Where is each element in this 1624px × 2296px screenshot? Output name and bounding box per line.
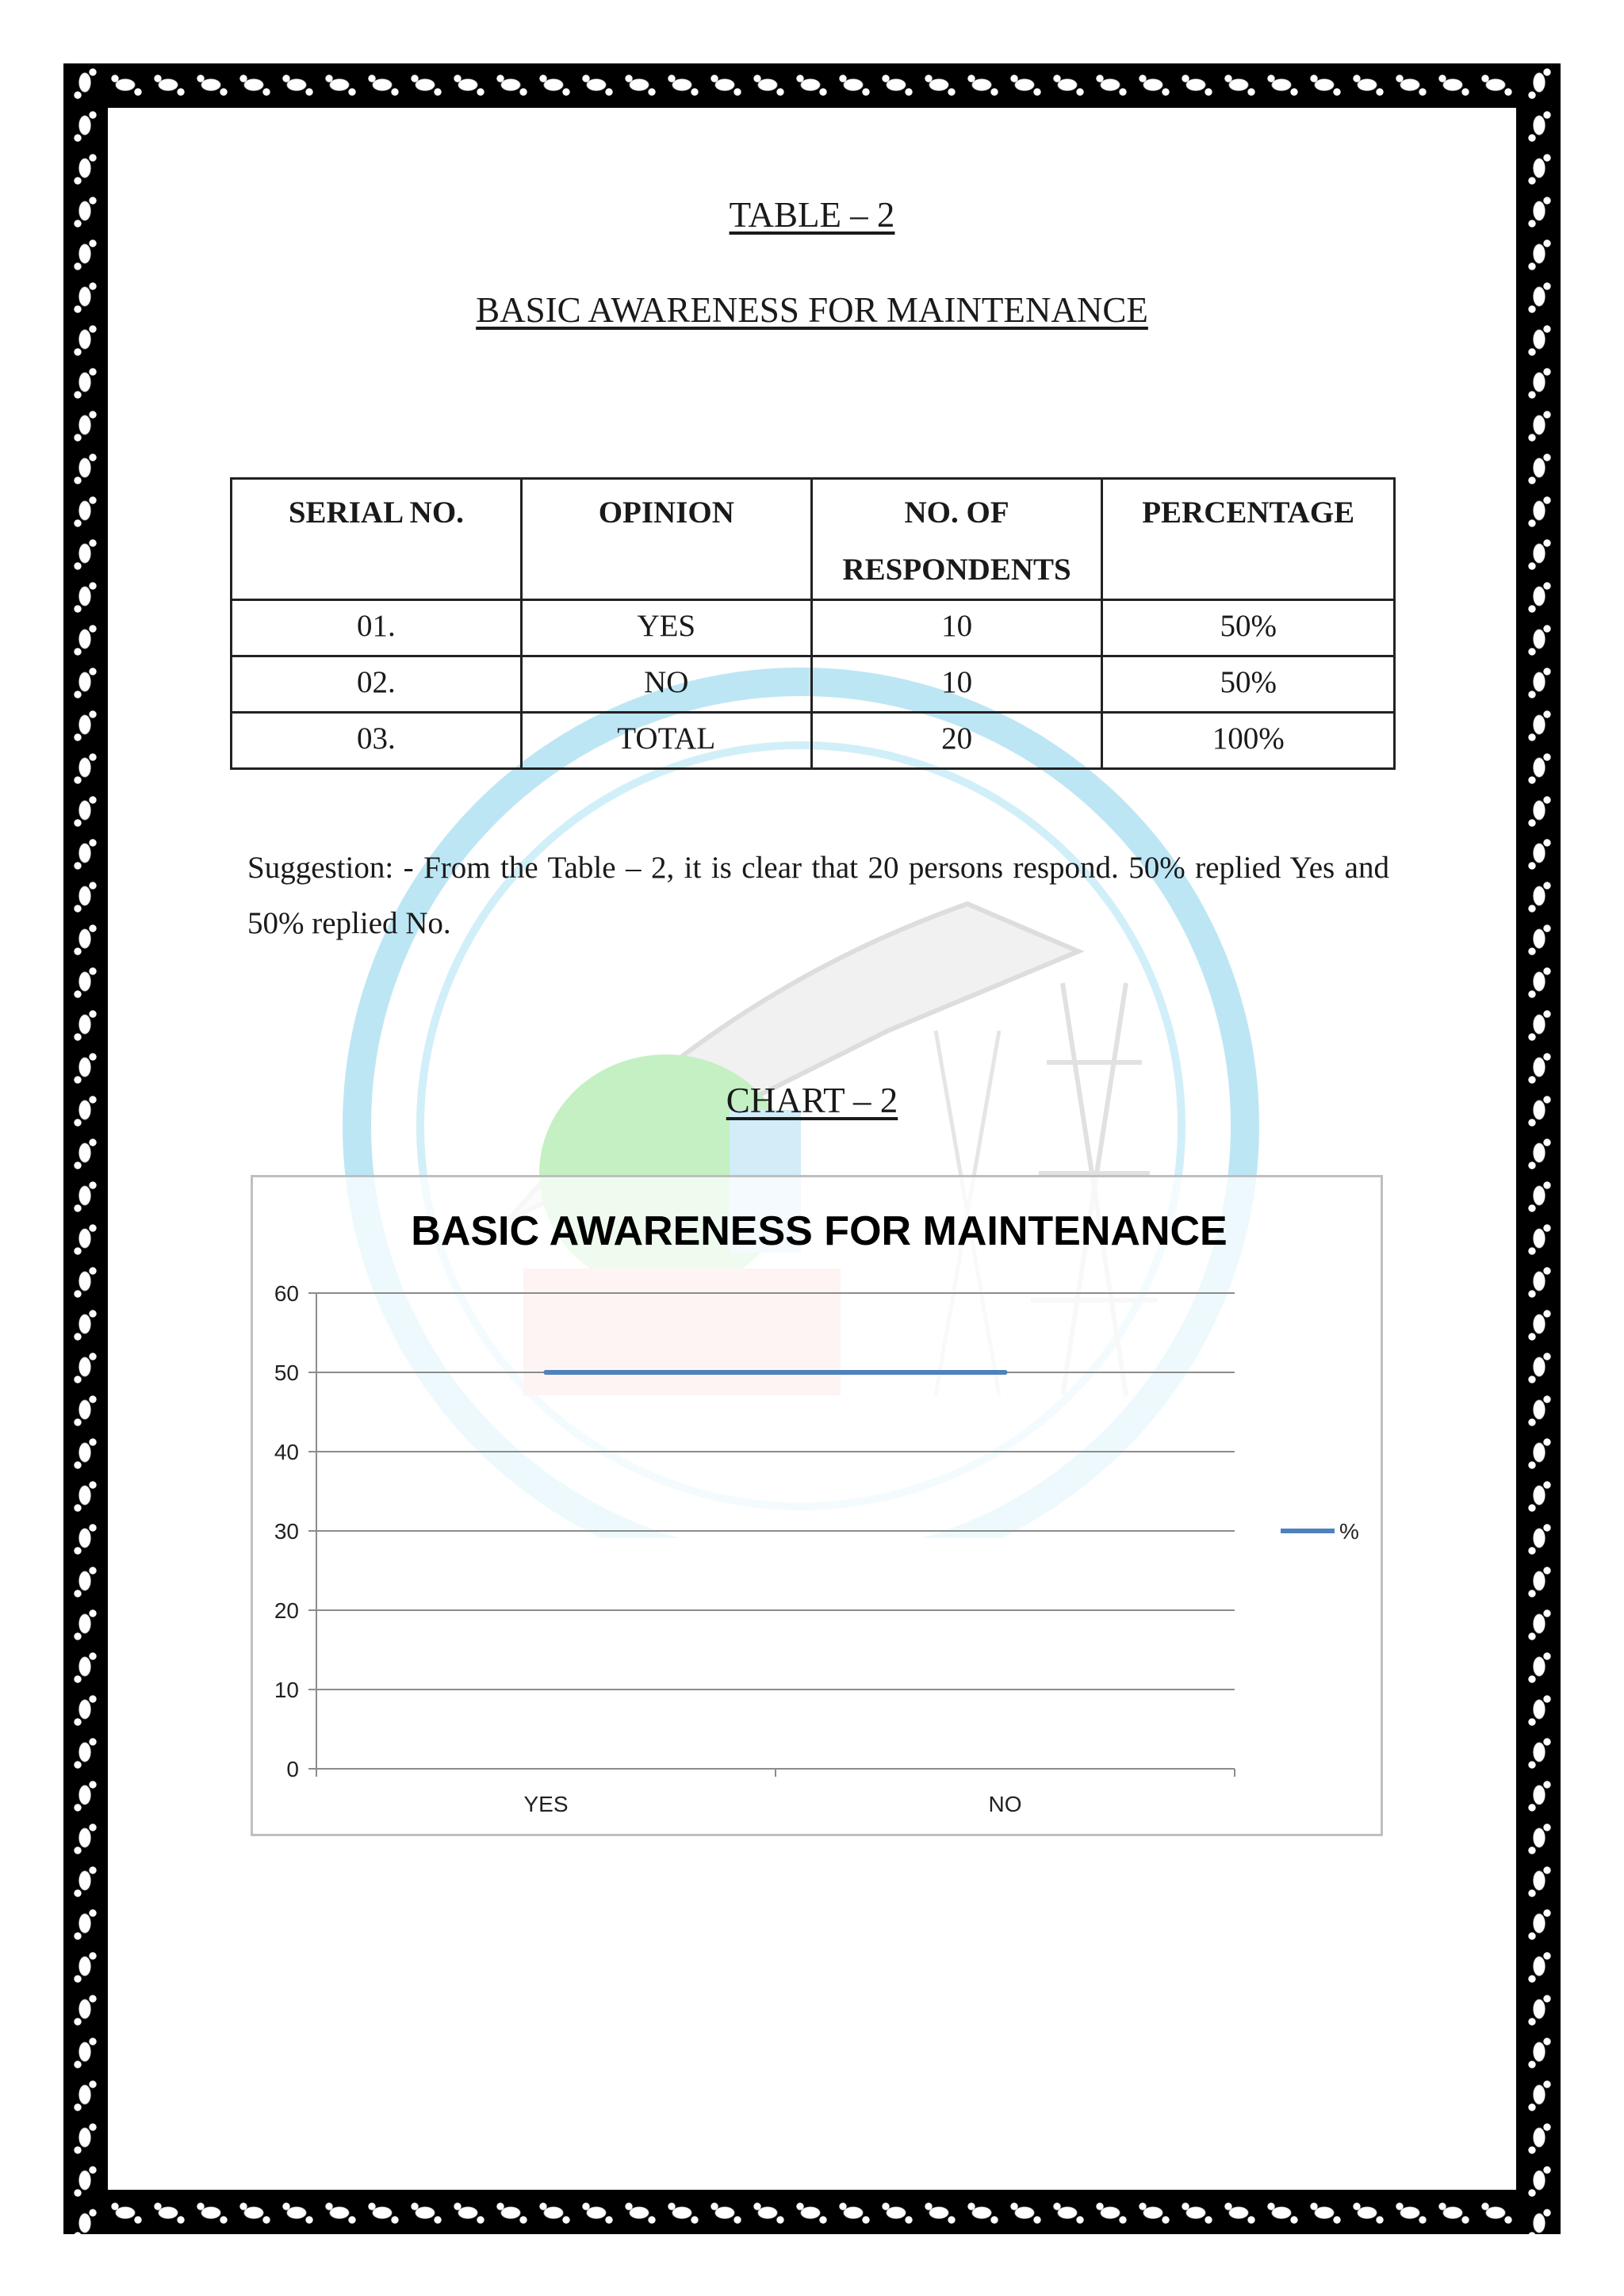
chart-legend [1281,1519,1359,1544]
table-heading: TABLE – 2 [729,195,895,235]
cell-respondents: 10 [811,600,1102,656]
cell-respondents: 20 [811,713,1102,769]
y-tick-label: 20 [274,1598,299,1623]
chart-axes [274,1281,1235,1816]
cell-percentage: 100% [1102,713,1395,769]
data-point-no [1003,1370,1008,1375]
header-percentage: PERCENTAGE [1102,479,1395,600]
y-tick-label: 10 [274,1678,299,1702]
table-row [232,713,1395,769]
cell-serial: 02. [232,656,522,713]
cell-percentage: 50% [1102,600,1395,656]
cell-opinion: TOTAL [521,713,811,769]
y-tick-label: 40 [274,1440,299,1464]
x-tick-label-no: NO [988,1792,1022,1816]
header-respondents: NO. OF RESPONDENTS [811,479,1102,600]
cell-opinion: YES [521,600,811,656]
table-row [232,656,1395,713]
cell-serial: 01. [232,600,522,656]
awareness-table [230,477,1396,770]
table-header-row [232,479,1395,600]
header-serial-no: SERIAL NO. [232,479,522,600]
y-tick-label: 0 [286,1757,299,1781]
cell-percentage: 50% [1102,656,1395,713]
suggestion-text: Suggestion: - From the Table – 2, it is clear that 20 persons respond. 50% replied Yes and 50% replied No. [247,851,1389,940]
y-tick-label: 60 [274,1281,299,1306]
header-opinion: OPINION [521,479,811,600]
cell-serial: 03. [232,713,522,769]
legend-label: % [1339,1519,1359,1544]
line-chart [253,1177,1385,1839]
y-tick-label: 50 [274,1360,299,1385]
y-tick-label: 30 [274,1519,299,1544]
table-row [232,600,1395,656]
table-subheading: BASIC AWARENESS FOR MAINTENANCE [476,290,1148,330]
cell-opinion: NO [521,656,811,713]
chart-container [251,1175,1383,1836]
chart-title: BASIC AWARENESS FOR MAINTENANCE [411,1208,1228,1254]
chart-gridlines [316,1293,1235,1769]
cell-respondents: 10 [811,656,1102,713]
x-tick-label-yes: YES [523,1792,569,1816]
chart-series [544,1370,1008,1375]
chart-heading: CHART – 2 [726,1081,898,1120]
data-point-yes [544,1370,549,1375]
